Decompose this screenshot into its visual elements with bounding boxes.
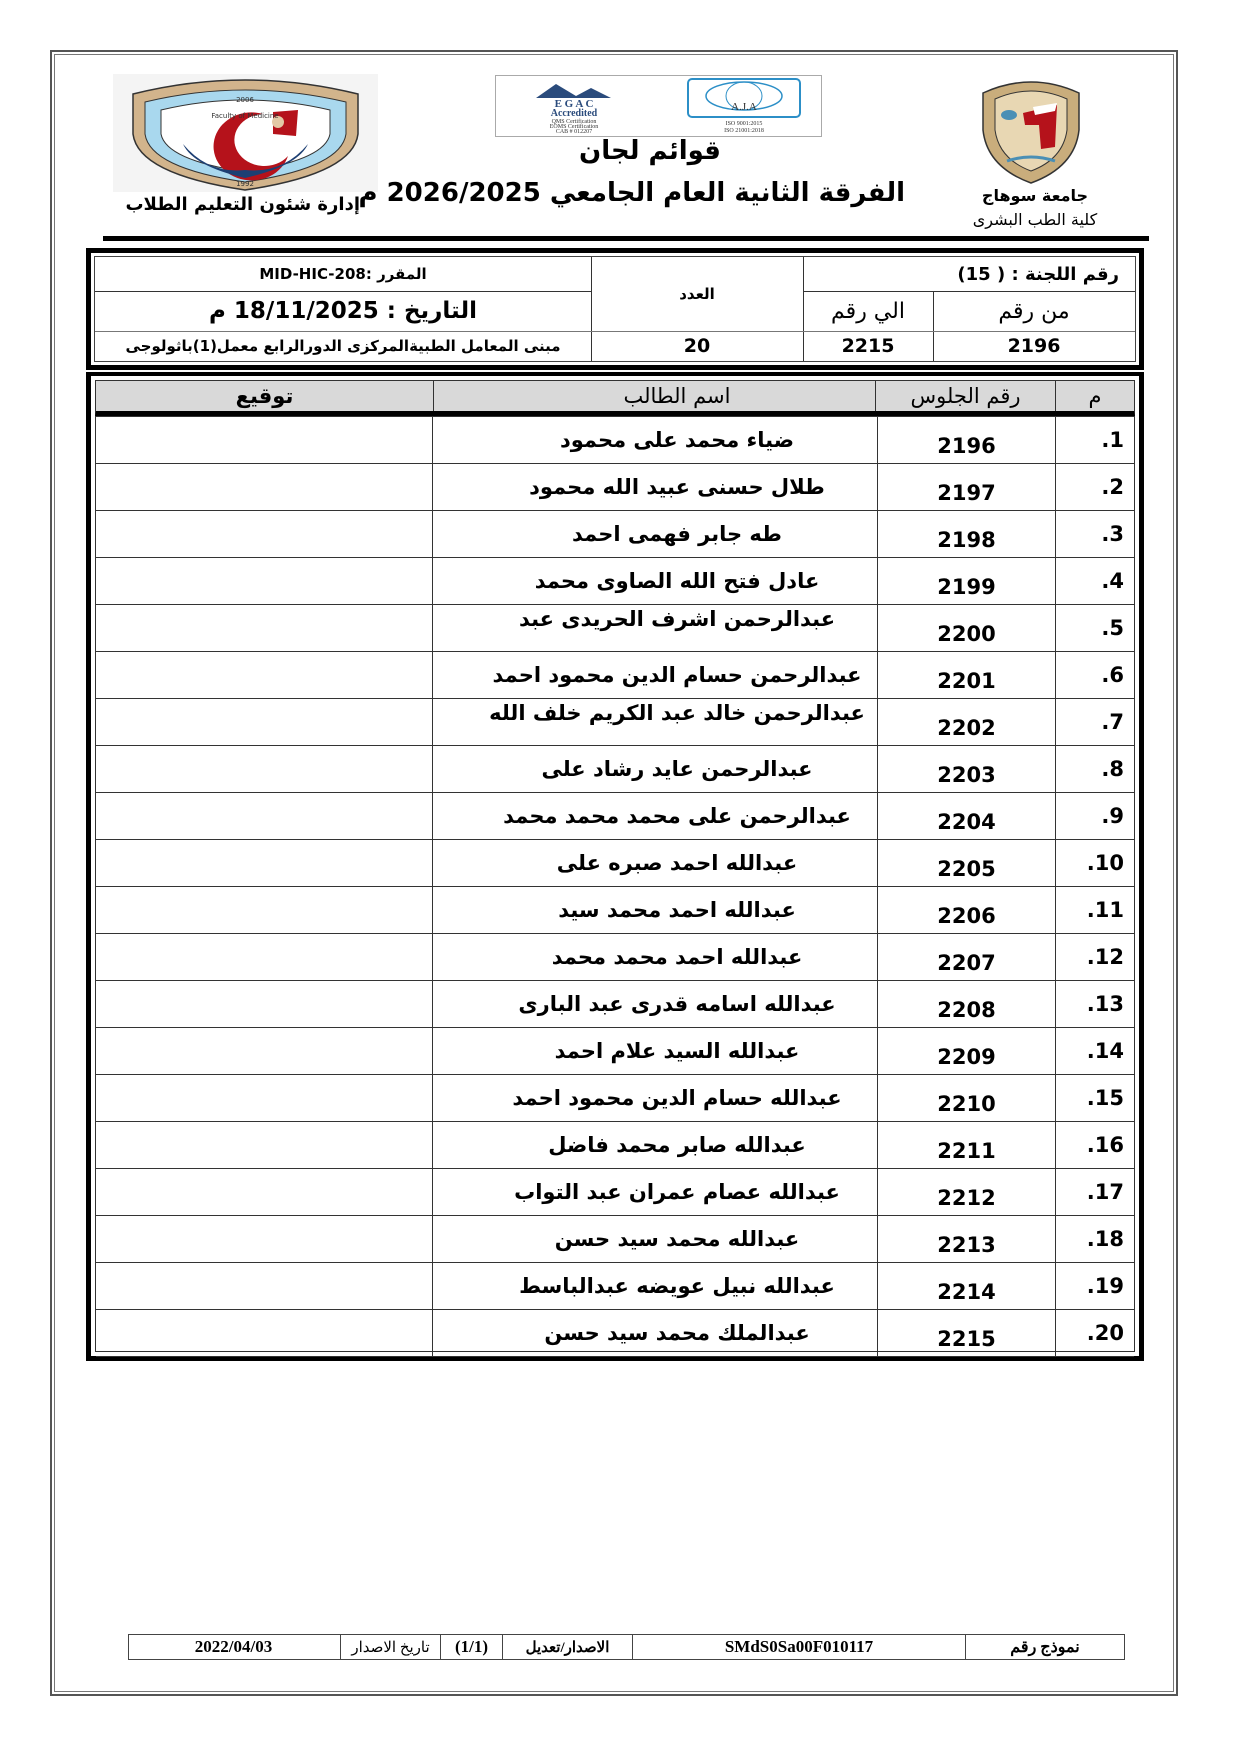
row-index: .18 — [1086, 1227, 1124, 1251]
signature-cell[interactable] — [96, 1169, 433, 1215]
seat-number: 2203 — [877, 746, 1056, 792]
signature-cell[interactable] — [96, 934, 433, 980]
row-index: .20 — [1086, 1321, 1124, 1345]
seat-number: 2198 — [877, 511, 1056, 557]
seat-number: 2214 — [877, 1263, 1056, 1309]
committee-info-table — [86, 248, 1144, 370]
row-index: .10 — [1086, 851, 1124, 875]
student-name: عبدالرحمن عايد رشاد على — [541, 757, 813, 781]
exam-date: التاريخ : 18/11/2025 م — [209, 298, 477, 324]
row-index: .5 — [1101, 616, 1124, 640]
seat-number: 2213 — [877, 1216, 1056, 1262]
student-name: عبدالله السيد علام احمد — [554, 1039, 800, 1063]
table-row — [96, 464, 1134, 511]
qms-text: QMS Certification — [551, 119, 597, 125]
table-row — [96, 605, 1134, 652]
row-index: .7 — [1101, 710, 1124, 734]
table-row — [96, 1075, 1134, 1122]
sohag-university-logo — [975, 75, 1087, 185]
seat-number: 2205 — [877, 840, 1056, 886]
signature-cell[interactable] — [96, 417, 433, 463]
table-row — [96, 1263, 1134, 1310]
header-divider — [103, 236, 1149, 241]
table-row — [96, 1169, 1134, 1216]
from-number-label: من رقم — [998, 298, 1070, 324]
signature-cell[interactable] — [96, 1028, 433, 1074]
student-name: عبدالملك محمد سيد حسن — [544, 1321, 810, 1345]
students-table — [86, 372, 1144, 1361]
egac-text: E G A C — [554, 98, 594, 110]
seat-number: 2210 — [877, 1075, 1056, 1121]
signature-cell[interactable] — [96, 1075, 433, 1121]
issue-date-value: 2022/04/03 — [194, 1637, 273, 1656]
student-name: عبدالرحمن خالد عبد الكريم خلف الله — [489, 701, 865, 725]
row-index: .19 — [1086, 1274, 1124, 1298]
seat-number: 2201 — [877, 652, 1056, 698]
table-row — [96, 511, 1134, 558]
row-index: .11 — [1086, 898, 1124, 922]
table-row — [96, 699, 1134, 746]
count-label: العدد — [679, 285, 715, 303]
student-name: عبدالله صابر محمد فاضل — [548, 1133, 806, 1157]
table-row — [96, 1122, 1134, 1169]
form-footer — [128, 1634, 1125, 1660]
seat-number: 2207 — [877, 934, 1056, 980]
seat-number: 2212 — [877, 1169, 1056, 1215]
to-number-label: الي رقم — [831, 298, 905, 324]
faculty-logo-year-top: 2006 — [236, 96, 254, 104]
row-index: .9 — [1101, 804, 1124, 828]
seat-number: 2196 — [877, 417, 1056, 463]
seat-number: 2215 — [877, 1310, 1056, 1356]
iso9001-text: ISO 9001:2015 — [725, 121, 763, 127]
document-title: قوائم لجان — [579, 136, 721, 166]
exam-location: مبنى المعامل الطبيةالمركزى الدورالرابع معمل(1)باثولوجى — [125, 337, 561, 355]
from-number-value: 2196 — [1007, 335, 1061, 357]
student-name: عبدالله احمد صبره على — [556, 851, 798, 875]
seat-number: 2204 — [877, 793, 1056, 839]
signature-cell[interactable] — [96, 464, 433, 510]
student-name: ضياء محمد على محمود — [559, 428, 795, 452]
faculty-name: كلية الطب البشرى — [972, 210, 1098, 229]
student-name: طه جابر فهمى احمد — [572, 522, 782, 546]
document-subtitle: الفرقة الثانية العام الجامعي 2026/2025 م — [358, 178, 905, 208]
student-name: عبدالله محمد سيد حسن — [554, 1227, 800, 1251]
seat-number: 2211 — [877, 1122, 1056, 1168]
student-name: عبدالرحمن اشرف الحريدى عبد — [518, 607, 836, 631]
table-header-row — [95, 380, 1135, 416]
course-code: المقرر :MID-HIC-208 — [259, 265, 427, 283]
row-index: .16 — [1086, 1133, 1124, 1157]
table-row — [96, 746, 1134, 793]
form-number-value: SMdS0Sa00F010117 — [632, 1635, 965, 1659]
faculty-logo-label: Faculty of Medicine — [211, 112, 279, 120]
seat-number: 2199 — [877, 558, 1056, 604]
signature-cell[interactable] — [96, 981, 433, 1027]
signature-cell[interactable] — [96, 887, 433, 933]
form-number-label: نموذج رقم — [965, 1635, 1124, 1659]
student-name: عبدالله عصام عمران عبد التواب — [514, 1180, 840, 1204]
row-index: .6 — [1101, 663, 1124, 687]
table-row — [96, 417, 1134, 464]
signature-cell[interactable] — [96, 1310, 433, 1356]
seat-number: 2202 — [877, 699, 1056, 745]
seat-number: 2206 — [877, 887, 1056, 933]
student-name: عبدالله احمد محمد محمد — [551, 945, 803, 969]
student-name: عبدالله حسام الدين محمود احمد — [512, 1086, 842, 1110]
table-body — [95, 416, 1135, 1352]
to-number-value: 2215 — [841, 335, 895, 357]
signature-cell[interactable] — [96, 793, 433, 839]
row-index: .2 — [1101, 475, 1124, 499]
student-name: عادل فتح الله الصاوى محمد — [534, 569, 820, 593]
seat-number: 2197 — [877, 464, 1056, 510]
issue-date-label: تاريخ الاصدار — [340, 1635, 440, 1659]
table-row — [96, 1028, 1134, 1075]
count-value: 20 — [683, 335, 711, 357]
signature-cell[interactable] — [96, 1122, 433, 1168]
header-seat-number: رقم الجلوس — [875, 381, 1056, 411]
table-row — [96, 1216, 1134, 1263]
student-name: عبدالله اسامه قدرى عبد البارى — [518, 992, 836, 1016]
table-row — [96, 1310, 1134, 1357]
signature-cell[interactable] — [96, 605, 433, 651]
row-index: .4 — [1101, 569, 1124, 593]
table-row — [96, 934, 1134, 981]
department-name: إدارة شئون التعليم الطلاب — [125, 194, 360, 215]
university-name: جامعة سوهاج — [981, 186, 1089, 205]
row-index: .3 — [1101, 522, 1124, 546]
signature-cell[interactable] — [96, 1216, 433, 1262]
row-index: .1 — [1101, 428, 1124, 452]
signature-cell[interactable] — [96, 1263, 433, 1309]
eoms-text: EOMS Certification — [549, 124, 599, 130]
row-index: .14 — [1086, 1039, 1124, 1063]
certification-logo — [495, 75, 822, 137]
iso21001-text: ISO 21001:2018 — [724, 128, 764, 134]
seat-number: 2209 — [877, 1028, 1056, 1074]
header-signature: توقيع — [96, 381, 434, 411]
table-row — [96, 652, 1134, 699]
signature-cell[interactable] — [96, 699, 433, 745]
committee-number: رقم اللجنة : ( 15) — [957, 263, 1119, 285]
row-index: .8 — [1101, 757, 1124, 781]
signature-cell[interactable] — [96, 840, 433, 886]
student-name: عبدالرحمن على محمد محمد محمد — [503, 804, 851, 828]
seat-number: 2200 — [877, 605, 1056, 651]
student-name: طلال حسنى عبيد الله محمود — [529, 475, 825, 499]
student-name: عبدالرحمن حسام الدين محمود احمد — [492, 663, 862, 687]
row-index: .17 — [1086, 1180, 1124, 1204]
signature-cell[interactable] — [96, 746, 433, 792]
table-row — [96, 887, 1134, 934]
table-row — [96, 558, 1134, 605]
table-row — [96, 840, 1134, 887]
edition-label: الاصدار/تعديل — [502, 1635, 632, 1659]
edition-value: (1/1) — [440, 1635, 502, 1659]
header-index: م — [1088, 384, 1102, 408]
row-index: .12 — [1086, 945, 1124, 969]
faculty-of-medicine-logo — [113, 74, 378, 192]
row-index: .13 — [1086, 992, 1124, 1016]
aja-text: A.J.A — [731, 101, 757, 113]
signature-cell[interactable] — [96, 511, 433, 557]
cab-text: CAB # 012207 — [555, 129, 593, 134]
header-student-name: اسم الطالب — [623, 384, 731, 408]
signature-cell[interactable] — [96, 558, 433, 604]
accredited-text: Accredited — [550, 108, 598, 119]
signature-cell[interactable] — [96, 652, 433, 698]
student-name: عبدالله نبيل عويضه عبدالباسط — [519, 1274, 835, 1298]
table-row — [96, 793, 1134, 840]
student-name: عبدالله احمد محمد سيد — [558, 898, 796, 922]
table-row — [96, 981, 1134, 1028]
seat-number: 2208 — [877, 981, 1056, 1027]
row-index: .15 — [1086, 1086, 1124, 1110]
faculty-logo-year-bottom: 1992 — [236, 180, 254, 188]
